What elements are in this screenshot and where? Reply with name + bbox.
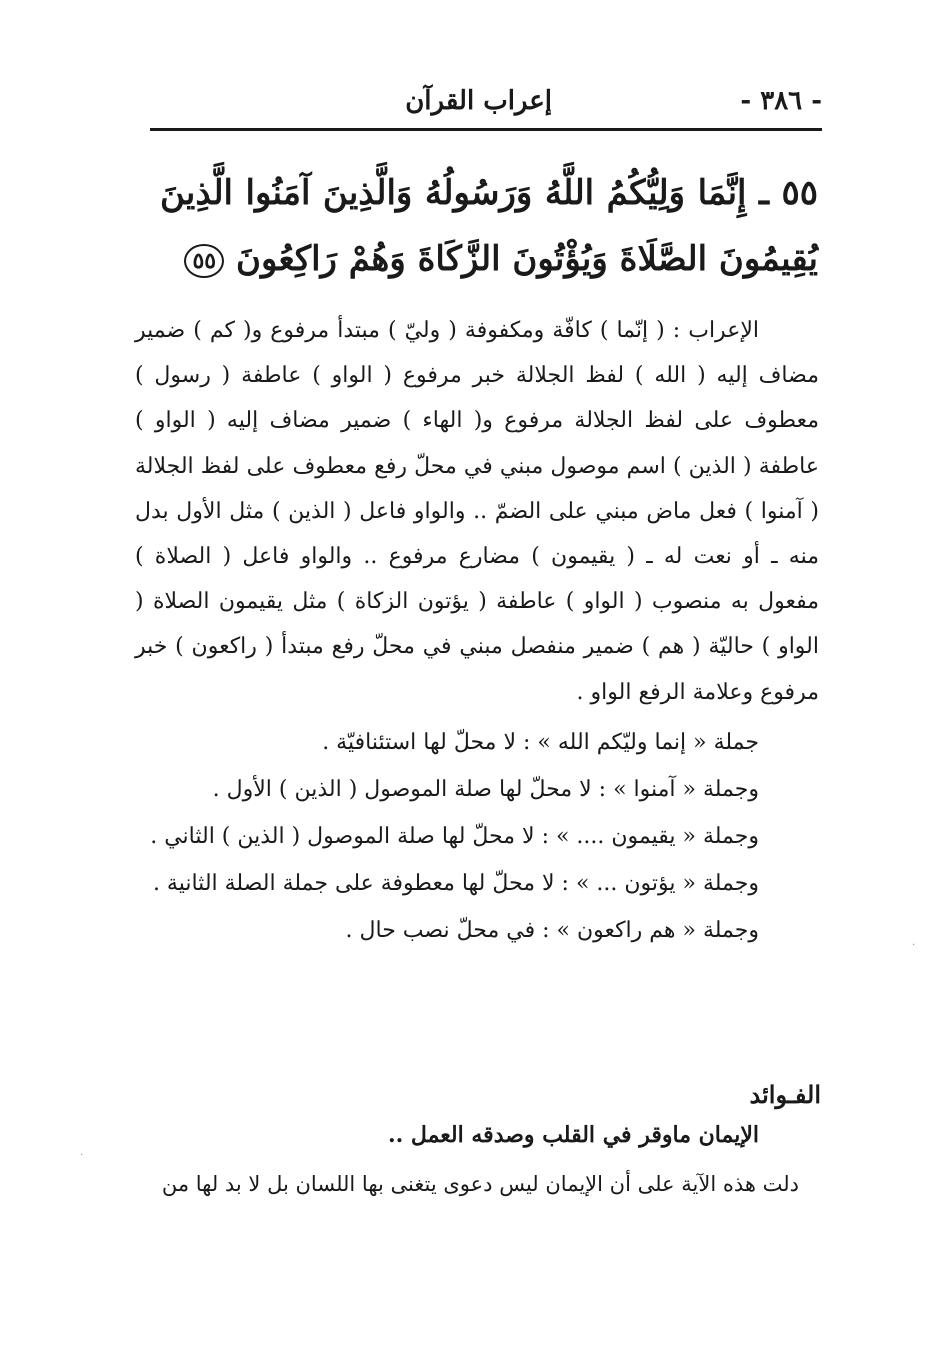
margin-speck: · [912,940,916,951]
irab-paragraph: الإعراب : ( إنّما ) كافّة ومكفوفة ( وليّ ) مبتدأ مرفوع و( كم ) ضمير مضاف إليه ( الله ) لفظ الجلالة خبر مرفوع ( الواو ) عاطفة ( رسول ) معطوف على لفظ الجلالة مرفوع و( الهاء ) ضمير مضاف إليه ( الواو ) عاطفة ( الذين ) اسم موصول مبني في محلّ رفع معطوف على لفظ الجلالة ( آمنوا ) فعل ماض مبني على الضمّ .. والواو فاعل ( الذين ) مثل الأول بدل منه ـ أو نعت له ـ ( يقيمون ) مضارع مرفوع .. والواو فاعل ( الصلاة ) مفعول به منصوب ( الواو ) عاطفة ( يؤتون الزكاة ) مثل يقيمون الصلاة ( الواو ) حاليّة ( هم ) ضمير منفصل مبني في محلّ رفع مبتدأ ( راكعون ) خبر مرفوع وعلامة الرفع الواو . [135,318,819,705]
fawaid-subheading: الإيمان ماوقر في القلب وصدقه العمل .. [387,1122,759,1148]
fawaid-title: الفـوائد [749,1080,821,1109]
jumla-item: وجملة « آمنوا » : لا محلّ لها صلة الموصول ( الذين ) الأول . [212,776,759,802]
jumla-item: وجملة « يقيمون .... » : لا محلّ لها صلة الموصول ( الذين ) الثاني . [150,823,759,849]
jumla-item: وجملة « هم راكعون » : في محلّ نصب حال . [345,917,759,943]
quran-verse [160,160,818,292]
jumal-list [135,719,819,954]
verse-end-marker: ٥٥ [184,244,224,278]
jumla-item: جملة « إنما وليّكم الله » : لا محلّ لها استئنافيّة . [322,729,759,755]
page-number: - ٣٨٦ - [740,86,822,116]
running-title: إعراب القرآن [405,86,552,116]
header-rule [150,128,822,131]
irab-section [135,308,819,954]
page-header [150,80,822,132]
margin-speck: · [80,1150,84,1161]
jumla-item: وجملة « يؤتون ... » : لا محلّ لها معطوفة على جملة الصلة الثانية . [152,870,759,896]
verse-text: ٥٥ ـ إِنَّمَا وَلِيُّكُمُ اللَّهُ وَرَسُولُهُ وَالَّذِينَ آمَنُوا الَّذِينَ يُقِيمُونَ الصَّلَاةَ وَيُؤْتُونَ الزَّكَاةَ وَهُمْ رَاكِعُونَ [160,173,818,279]
fawaid-text: دلت هذه الآية على أن الإيمان ليس دعوى يتغنى بها اللسان بل لا بد لها من [161,1172,799,1196]
